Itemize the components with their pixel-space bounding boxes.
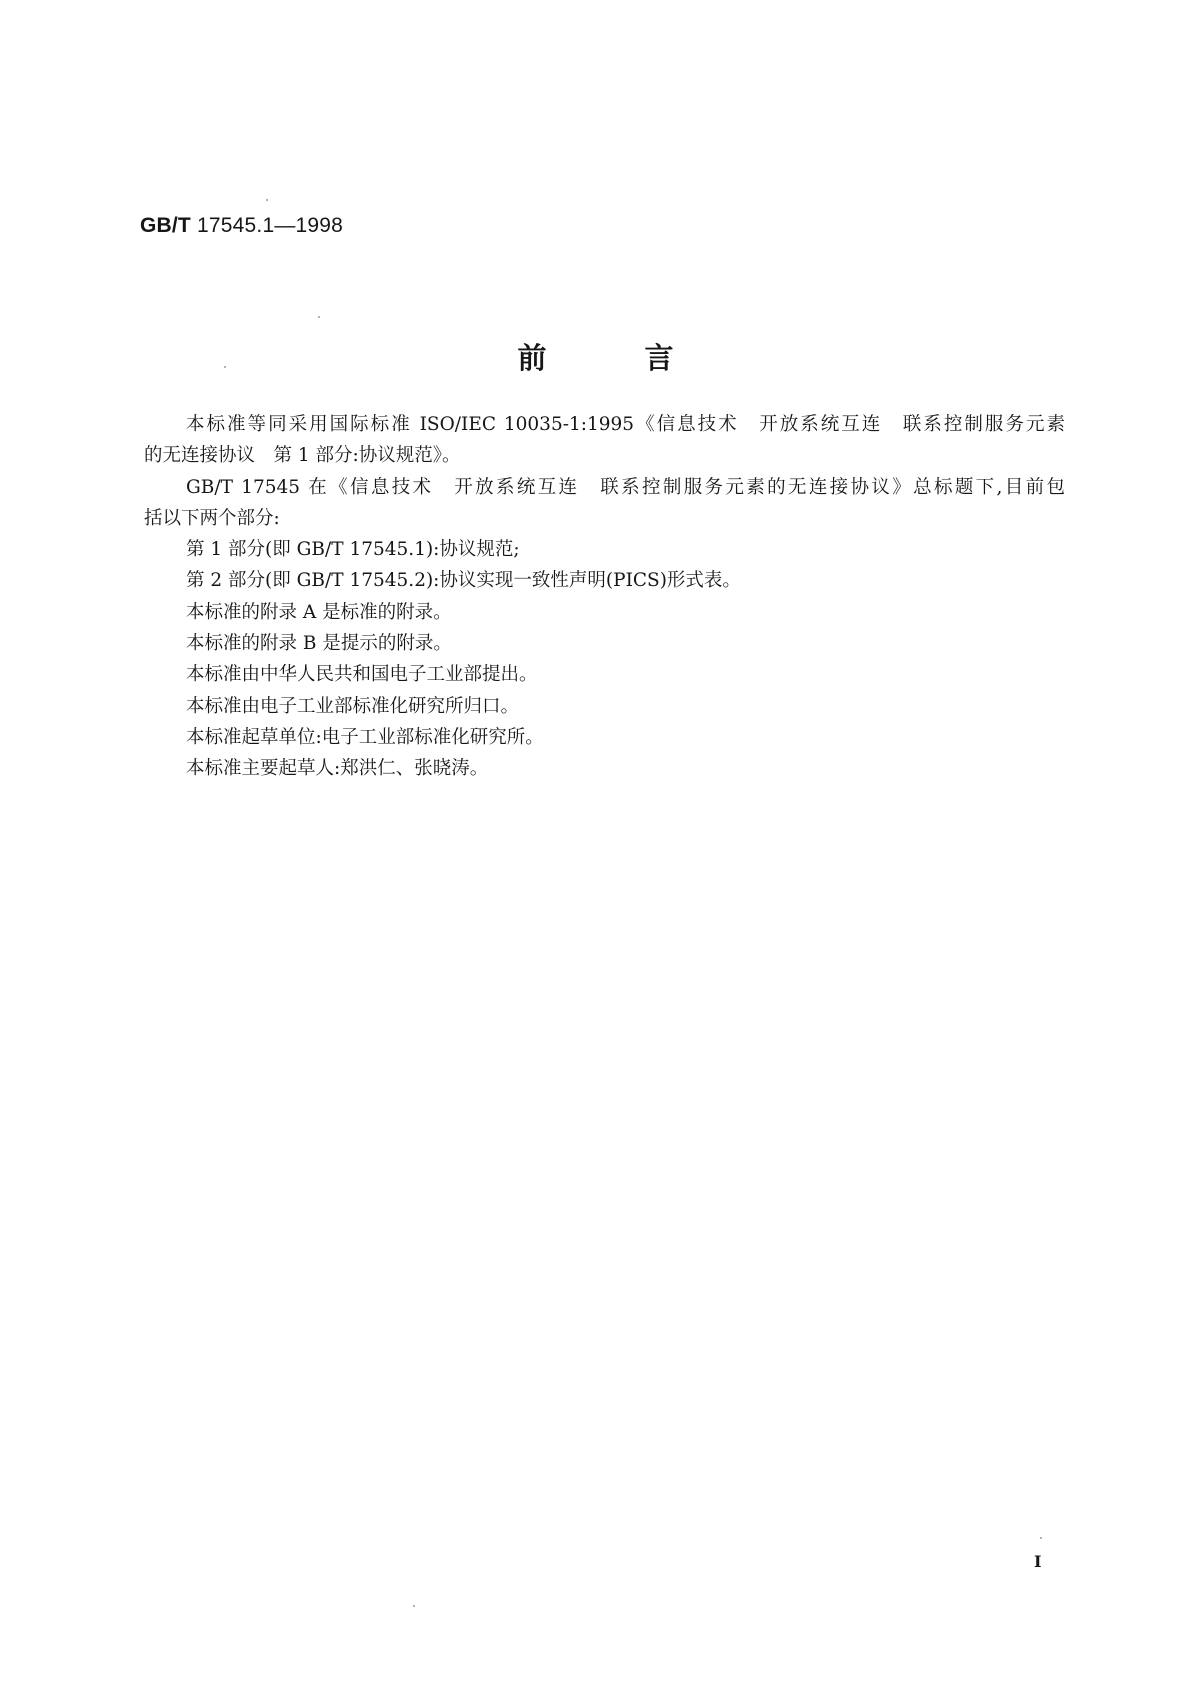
paragraph-administrator: 本标准由电子工业部标准化研究所归口。 — [186, 695, 520, 717]
paragraph-drafters: 本标准主要起草人:郑洪仁、张晓涛。 — [186, 758, 489, 780]
title-char-2: 言 — [644, 341, 674, 375]
paragraph-2-line-2: 括以下两个部分: — [144, 507, 280, 529]
paragraph-1-line-1: 本标准等同采用国际标准 ISO/IEC 10035-1:1995《信息技术 开放系统互连 联系控制服务元素 — [186, 414, 1065, 435]
page-number: I — [1034, 1552, 1042, 1571]
preface-body — [144, 409, 1065, 785]
scan-speck — [224, 366, 226, 368]
standard-code — [140, 214, 343, 238]
paragraph-drafting-unit: 本标准起草单位:电子工业部标准化研究所。 — [186, 726, 544, 748]
scan-speck — [1040, 1537, 1042, 1539]
paragraph-1-line-2: 的无连接协议 第 1 部分:协议规范》。 — [144, 445, 461, 467]
paragraph-annex-a: 本标准的附录 A 是标准的附录。 — [186, 601, 452, 623]
paragraph-part-1: 第 1 部分(即 GB/T 17545.1):协议规范; — [186, 539, 520, 561]
paragraph-part-2: 第 2 部分(即 GB/T 17545.2):协议实现一致性声明(PICS)形式表。 — [186, 570, 741, 592]
paragraph-proposer: 本标准由中华人民共和国电子工业部提出。 — [186, 664, 538, 686]
standard-code-number: 17545.1—1998 — [197, 214, 344, 237]
scan-speck — [318, 316, 320, 318]
page-title — [0, 336, 1191, 377]
standard-code-prefix: GB/T — [140, 214, 191, 237]
scan-speck — [413, 1605, 415, 1607]
scan-speck — [266, 199, 268, 201]
paragraph-annex-b: 本标准的附录 B 是提示的附录。 — [186, 633, 452, 655]
title-char-1: 前 — [517, 341, 547, 375]
paragraph-2-line-1: GB/T 17545 在《信息技术 开放系统互连 联系控制服务元素的无连接协议》总标题下,目前包 — [186, 476, 1065, 498]
